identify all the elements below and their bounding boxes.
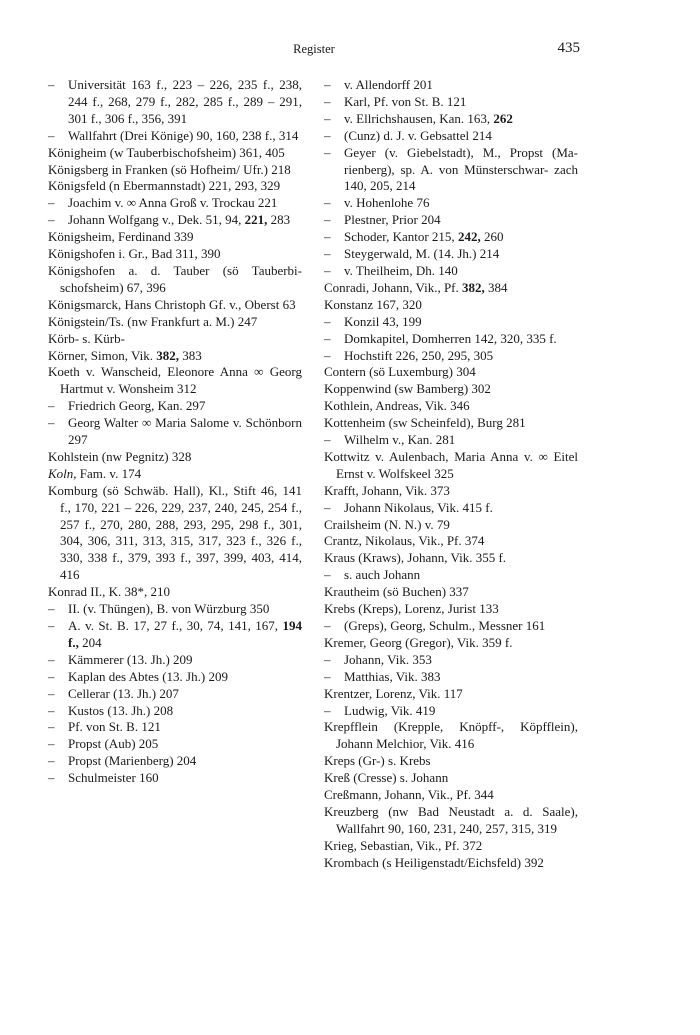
subentry-dash: – xyxy=(324,330,331,346)
index-subentry xyxy=(324,212,578,229)
index-entry xyxy=(48,246,302,263)
entry-text: Johann Wolfgang v., Dek. 51, 94, xyxy=(68,212,245,228)
subentry-dash: – xyxy=(324,702,331,718)
entry-text: Kämmerer (13. Jh.) 209 xyxy=(68,651,193,667)
index-entry xyxy=(48,145,302,162)
subentry-dash: – xyxy=(48,618,55,633)
index-subentry xyxy=(324,618,578,635)
entry-text: Georg Walter ∞ Maria Salome v. Schönborn 297 xyxy=(68,415,302,448)
running-title: Register xyxy=(293,42,335,56)
subentry-dash: – xyxy=(324,127,331,143)
index-entry xyxy=(324,584,578,601)
subentry-dash: – xyxy=(48,212,55,228)
page-number: 435 xyxy=(557,40,580,56)
entry-text: Schulmeister 160 xyxy=(68,770,159,786)
entry-text: Schoder, Kantor 215, xyxy=(344,229,458,245)
index-column-left xyxy=(48,77,302,787)
index-entry xyxy=(324,855,578,872)
entry-text: Kottwitz v. Aulenbach, Maria Anna v. ∞ Eitel Ernst v. Wolfskeel 325 xyxy=(324,448,578,481)
index-entry xyxy=(324,517,578,534)
subentry-dash: – xyxy=(48,398,55,414)
index-subentry xyxy=(324,703,578,720)
index-subentry xyxy=(48,212,302,229)
subentry-dash: – xyxy=(324,195,331,211)
subentry-dash: – xyxy=(48,651,55,667)
entry-text: Crantz, Nikolaus, Vik., Pf. 374 xyxy=(324,533,485,549)
subentry-dash: – xyxy=(324,567,331,583)
subentry-dash: – xyxy=(324,432,331,448)
subentry-dash: – xyxy=(324,212,331,228)
entry-text: Koppenwind (sw Bamberg) 302 xyxy=(324,381,491,397)
entry-text: Joachim v. ∞ Anna Groß v. Trockau 221 xyxy=(68,195,278,211)
entry-text: Domkapitel, Domherren 142, 320, 335 f. xyxy=(344,330,557,346)
index-entry xyxy=(48,449,302,466)
page-header xyxy=(48,40,580,60)
subentry-dash: – xyxy=(324,668,331,684)
entry-text: Propst (Marienberg) 204 xyxy=(68,753,197,769)
entry-text: s. auch Johann xyxy=(344,567,421,583)
entry-text: Kustos (13. Jh.) 208 xyxy=(68,702,174,718)
index-subentry xyxy=(48,719,302,736)
entry-text: Kreuzberg (nw Bad Neustadt a. d. Saale), Wallfahrt 90, 160, 231, 240, 257, 315, 319 xyxy=(324,803,578,836)
index-entry xyxy=(48,364,302,398)
index-entry xyxy=(48,348,302,365)
page-reference-bold: 242, xyxy=(457,229,481,245)
entry-text: Conradi, Johann, Vik., Pf. xyxy=(324,279,463,295)
entry-text: Körb- s. Kürb- xyxy=(48,330,125,346)
index-column-right xyxy=(324,77,578,872)
subentry-dash: – xyxy=(48,770,55,786)
entry-text: 283 xyxy=(267,212,291,228)
entry-text: Krepfflein (Krepple, Knöpff-, Köpfflein), Johann Melchior, Vik. 416 xyxy=(324,719,578,752)
index-subentry xyxy=(324,669,578,686)
entry-text: v. Theilheim, Dh. 140 xyxy=(344,262,458,278)
index-entry xyxy=(324,415,578,432)
entry-text: Wallfahrt (Drei Könige) 90, 160, 238 f., 314 xyxy=(68,127,299,143)
index-subentry xyxy=(324,145,578,196)
entry-text: Königsheim, Ferdinand 339 xyxy=(48,229,194,245)
page-reference-bold: 382, xyxy=(462,279,485,295)
entry-text: v. Hohenlohe 76 xyxy=(344,195,430,211)
entry-text: (Cunz) d. J. v. Gebsattel 214 xyxy=(344,127,492,143)
entry-text: Creßmann, Johann, Vik., Pf. 344 xyxy=(324,787,494,803)
index-subentry xyxy=(324,348,578,365)
index-subentry xyxy=(324,246,578,263)
entry-text: v. Ellrichshausen, Kan. 163, xyxy=(344,110,494,126)
index-subentry xyxy=(48,736,302,753)
index-subentry xyxy=(48,601,302,618)
entry-text: Krieg, Sebastian, Vik., Pf. 372 xyxy=(324,837,483,853)
entry-text: Königsfeld (n Ebermannstadt) 221, 293, 329 xyxy=(48,178,281,194)
entry-text: Kohlstein (nw Pegnitz) 328 xyxy=(48,448,192,464)
subentry-dash: – xyxy=(48,77,55,92)
entry-text: Krentzer, Lorenz, Vik. 117 xyxy=(324,685,463,701)
entry-text-italic: Koln, xyxy=(48,465,77,481)
subentry-dash: – xyxy=(48,415,55,431)
entry-text: Kreß (Cresse) s. Johann xyxy=(324,770,449,786)
index-entry xyxy=(324,601,578,618)
subentry-dash: – xyxy=(324,618,331,633)
entry-text: A. v. St. B. 17, 27 f., 30, 74, 141, 167, xyxy=(68,618,283,633)
index-entry xyxy=(324,297,578,314)
entry-text: Hochstift 226, 250, 295, 305 xyxy=(344,347,494,363)
entry-text: Königsberg in Franken (sö Hofheim/ Ufr.) 218 xyxy=(48,161,291,177)
index-entry xyxy=(324,838,578,855)
index-subentry xyxy=(48,753,302,770)
index-entry xyxy=(48,263,302,297)
page-reference-bold: 262 xyxy=(493,110,513,126)
subentry-dash: – xyxy=(48,753,55,769)
index-entry xyxy=(48,584,302,601)
entry-text: Universität 163 f., 223 – 226, 235 f., 238, 244 f., 268, 279 f., 282, 285 f., 289 – 291, 301 f., 306 f., 356, 391 xyxy=(68,77,302,126)
index-entry xyxy=(48,229,302,246)
index-entry xyxy=(324,719,578,753)
entry-text: Königshofen i. Gr., Bad 311, 390 xyxy=(48,246,221,262)
entry-text: Plestner, Prior 204 xyxy=(344,212,441,228)
entry-text: (Greps), Georg, Schulm., Messner 161 xyxy=(344,618,546,633)
index-subentry xyxy=(48,770,302,787)
entry-text: Körner, Simon, Vik. xyxy=(48,347,157,363)
index-entry xyxy=(324,381,578,398)
index-entry xyxy=(48,162,302,179)
entry-text: Matthias, Vik. 383 xyxy=(344,668,441,684)
entry-text: 204 xyxy=(78,634,102,650)
entry-text: Johann Nikolaus, Vik. 415 f. xyxy=(344,499,493,515)
index-subentry xyxy=(324,111,578,128)
subentry-dash: – xyxy=(324,246,331,262)
entry-text: Komburg (sö Schwäb. Hall), Kl., Stift 46, 141 f., 170, 221 – 226, 229, 237, 240, 245, 254 f., 257 f., 270, 280, 288, 293, 295, 298 f., 301, 304, 306, 311, 313, 315, 317, 323 f., 326 f., 330, 338 f., 379, 393 f., 397, 399, 403, 414, 416 xyxy=(48,482,302,583)
index-subentry xyxy=(324,432,578,449)
subentry-dash: – xyxy=(48,719,55,735)
entry-text: Cellerar (13. Jh.) 207 xyxy=(68,685,179,701)
entry-text: 260 xyxy=(480,229,504,245)
subentry-dash: – xyxy=(324,651,331,667)
index-entry xyxy=(48,331,302,348)
subentry-dash: – xyxy=(48,668,55,684)
subentry-dash: – xyxy=(48,685,55,701)
subentry-dash: – xyxy=(324,229,331,245)
entry-text: Ludwig, Vik. 419 xyxy=(344,702,436,718)
index-subentry xyxy=(48,669,302,686)
index-entry xyxy=(324,533,578,550)
index-subentry xyxy=(48,652,302,669)
subentry-dash: – xyxy=(48,195,55,211)
entry-text: II. (v. Thüngen), B. von Würzburg 350 xyxy=(68,601,270,617)
index-entry xyxy=(324,787,578,804)
entry-text: Krautheim (sö Buchen) 337 xyxy=(324,584,469,600)
index-entry xyxy=(324,686,578,703)
page-reference-bold: 221, xyxy=(244,212,268,228)
index-subentry xyxy=(324,652,578,669)
index-entry xyxy=(48,483,302,584)
index-entry xyxy=(324,398,578,415)
entry-text: Karl, Pf. von St. B. 121 xyxy=(344,93,467,109)
subentry-dash: – xyxy=(324,347,331,363)
index-entry xyxy=(324,770,578,787)
index-subentry xyxy=(48,398,302,415)
entry-text: Kottenheim (sw Scheinfeld), Burg 281 xyxy=(324,415,526,431)
entry-text: Fam. v. 174 xyxy=(76,465,142,481)
page-reference-bold: 194 f., xyxy=(68,618,302,650)
index-entry xyxy=(324,804,578,838)
index-subentry xyxy=(48,415,302,449)
index-entry xyxy=(48,178,302,195)
entry-text: Crailsheim (N. N.) v. 79 xyxy=(324,516,450,532)
index-subentry xyxy=(324,77,578,94)
entry-text: Kothlein, Andreas, Vik. 346 xyxy=(324,398,470,414)
index-subentry xyxy=(48,618,302,652)
entry-text: Königshofen a. d. Tauber (sö Tauberbi- schofsheim) 67, 396 xyxy=(48,262,302,295)
entry-text: Königstein/Ts. (nw Frankfurt a. M.) 247 xyxy=(48,313,258,329)
entry-text: Krebs (Kreps), Lorenz, Jurist 133 xyxy=(324,601,499,617)
subentry-dash: – xyxy=(324,262,331,278)
index-subentry xyxy=(324,567,578,584)
subentry-dash: – xyxy=(324,144,331,160)
entry-text: Königsmarck, Hans Christoph Gf. v., Oberst 63 xyxy=(48,296,296,312)
index-subentry xyxy=(324,500,578,517)
index-entry xyxy=(48,314,302,331)
index-entry xyxy=(324,449,578,483)
subentry-dash: – xyxy=(324,499,331,515)
index-subentry xyxy=(324,94,578,111)
index-subentry xyxy=(48,77,302,128)
subentry-dash: – xyxy=(324,93,331,109)
entry-text: Contern (sö Luxemburg) 304 xyxy=(324,364,476,380)
index-subentry xyxy=(324,331,578,348)
subentry-dash: – xyxy=(48,601,55,617)
index-entry xyxy=(324,364,578,381)
entry-text: Krafft, Johann, Vik. 373 xyxy=(324,482,450,498)
entry-text: Kraus (Kraws), Johann, Vik. 355 f. xyxy=(324,550,507,566)
entry-text: Kreps (Gr-) s. Krebs xyxy=(324,753,431,769)
subentry-dash: – xyxy=(48,127,55,143)
entry-text: Konzil 43, 199 xyxy=(344,313,422,329)
entry-text: Konstanz 167, 320 xyxy=(324,296,422,312)
index-entry xyxy=(48,297,302,314)
entry-text: Johann, Vik. 353 xyxy=(344,651,432,667)
index-entry xyxy=(324,550,578,567)
entry-text: Koeth v. Wanscheid, Eleonore Anna ∞ Georg Hartmut v. Wonsheim 312 xyxy=(48,364,302,397)
index-entry xyxy=(324,753,578,770)
entry-text: Geyer (v. Giebelstadt), M., Propst (Ma- rienberg), sp. A. von Münsterschwar- zach 140, 205, 214 xyxy=(344,144,578,194)
index-subentry xyxy=(324,128,578,145)
subentry-dash: – xyxy=(324,313,331,329)
entry-text: Konrad II., K. 38*, 210 xyxy=(48,584,171,600)
index-entry xyxy=(324,635,578,652)
entry-text: Wilhelm v., Kan. 281 xyxy=(344,432,456,448)
subentry-dash: – xyxy=(324,77,331,92)
subentry-dash: – xyxy=(324,110,331,126)
index-subentry xyxy=(48,195,302,212)
entry-text: v. Allendorff 201 xyxy=(344,77,433,92)
index-subentry xyxy=(324,263,578,280)
entry-text: Königheim (w Tauberbischofsheim) 361, 405 xyxy=(48,144,285,160)
entry-text: Kremer, Georg (Gregor), Vik. 359 f. xyxy=(324,634,513,650)
index-subentry xyxy=(324,229,578,246)
index-entry xyxy=(48,466,302,483)
index-subentry xyxy=(48,128,302,145)
entry-text: 384 xyxy=(484,279,508,295)
index-subentry xyxy=(48,703,302,720)
index-entry xyxy=(324,280,578,297)
entry-text: Friedrich Georg, Kan. 297 xyxy=(68,398,206,414)
entry-text: Krombach (s Heiligenstadt/Eichsfeld) 392 xyxy=(324,854,544,870)
subentry-dash: – xyxy=(48,702,55,718)
entry-text: Steygerwald, M. (14. Jh.) 214 xyxy=(344,246,500,262)
entry-text: 383 xyxy=(178,347,202,363)
entry-text: Propst (Aub) 205 xyxy=(68,736,159,752)
index-entry xyxy=(324,483,578,500)
subentry-dash: – xyxy=(48,736,55,752)
index-subentry xyxy=(324,314,578,331)
entry-text: Pf. von St. B. 121 xyxy=(68,719,161,735)
page-reference-bold: 382, xyxy=(156,347,179,363)
index-subentry xyxy=(48,686,302,703)
index-subentry xyxy=(324,195,578,212)
entry-text: Kaplan des Abtes (13. Jh.) 209 xyxy=(68,668,228,684)
